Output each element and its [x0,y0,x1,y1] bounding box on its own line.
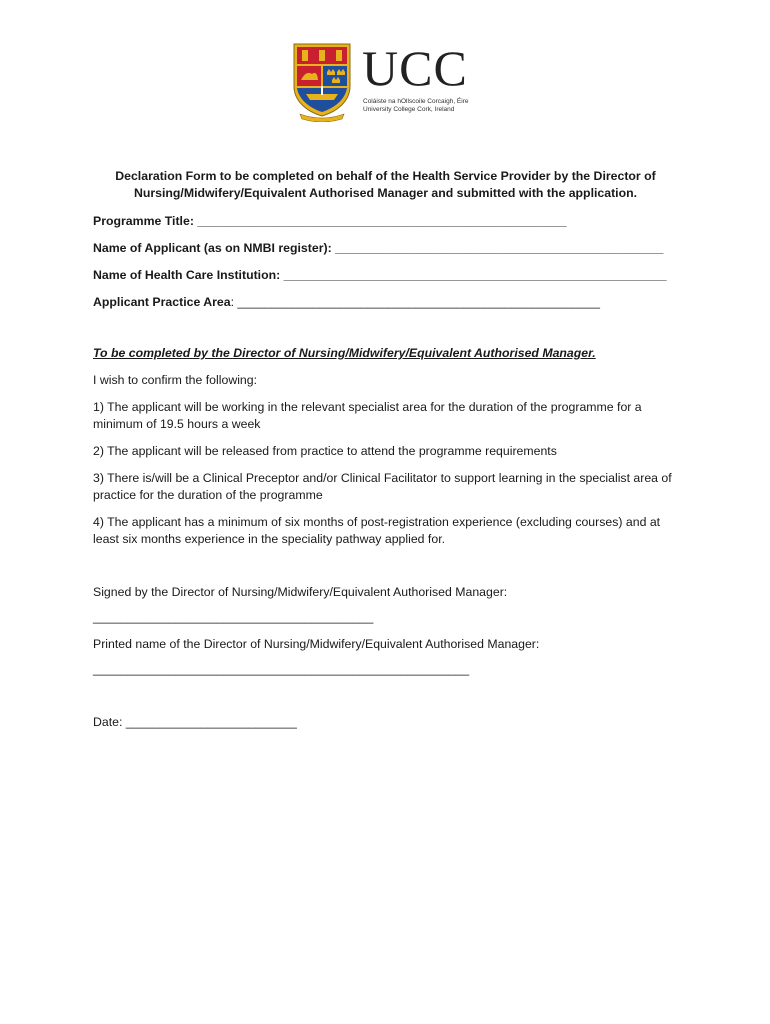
date-label: Date: [93,715,126,729]
programme-title-field [93,213,678,230]
ucc-crest-icon [290,40,354,122]
institution-line[interactable]: ________________________________________________________ [283,268,667,282]
confirmation-item: 1) The applicant will be working in the relevant specialist area for the duration of the programme for a minimum of 19.5 hours a week [93,400,642,431]
ucc-logo [290,40,490,122]
form-heading: Declaration Form to be completed on behalf of the Health Service Provider by the Director of Nursing/Midwifery/Equivalent Authorised Manager and submitted with the application. [115,169,656,200]
applicant-name-line[interactable]: ________________________________________________ [335,241,664,255]
signature-line[interactable]: _________________________________________ [93,610,374,624]
practice-area-label: Applicant Practice Area [93,295,231,309]
confirmation-item: 2) The applicant will be released from practice to attend the programme requirements [93,444,557,458]
practice-area-line[interactable]: _____________________________________________________ [237,295,600,309]
programme-title-label: Programme Title: [93,214,198,228]
logo-subtitle-irish: Coláiste na hOllscoile Corcaigh, Éire [363,98,469,105]
printed-name-line[interactable]: _______________________________________________________ [93,662,470,676]
date-field [93,714,678,731]
logo-wordmark: UCC [362,40,468,96]
director-section-title: To be completed by the Director of Nursing/Midwifery/Equivalent Authorised Manager. [93,346,596,360]
logo-subtitle-english: University College Cork, Ireland [363,106,455,113]
practice-area-field [93,294,678,311]
programme-title-line[interactable]: ______________________________________________________ [197,214,567,228]
date-line[interactable]: _________________________ [125,715,297,729]
practice-area-colon: : [230,295,238,309]
confirmation-item: 3) There is/will be a Clinical Preceptor and/or Clinical Facilitator to support learning in the specialist area of practice for the duration of the programme [93,471,672,502]
confirm-intro: I wish to confirm the following: [93,373,258,387]
confirmation-item: 4) The applicant has a minimum of six months of post-registration experience (excluding courses) and at least six months experience in the speciality pathway applied for. [93,515,661,546]
institution-label: Name of Health Care Institution: [93,268,284,282]
applicant-name-field [93,240,678,257]
form-content [93,168,678,731]
applicant-name-label: Name of Applicant (as on NMBI register): [93,241,336,255]
institution-field [93,267,678,284]
printed-name-label: Printed name of the Director of Nursing/Midwifery/Equivalent Authorised Manager: [93,637,540,651]
signature-label: Signed by the Director of Nursing/Midwifery/Equivalent Authorised Manager: [93,585,508,599]
